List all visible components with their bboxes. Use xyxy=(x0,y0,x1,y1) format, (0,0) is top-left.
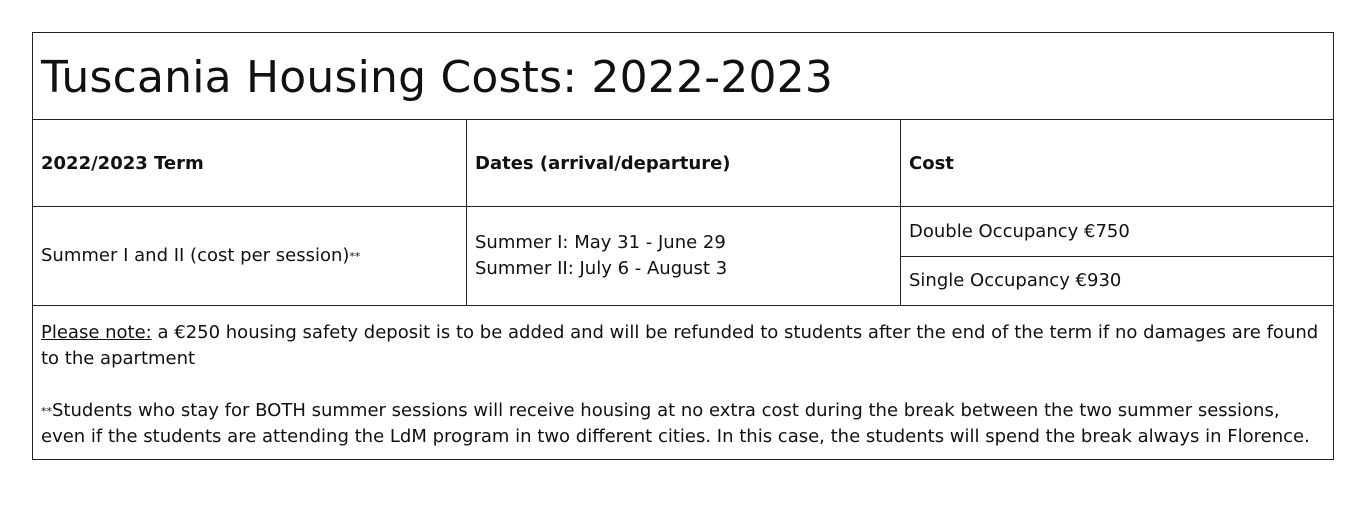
header-dates: Dates (arrival/departure) xyxy=(467,120,901,207)
header-term: 2022/2023 Term xyxy=(33,120,467,207)
footnote-marker: ** xyxy=(41,405,52,418)
title-cell xyxy=(33,33,1334,120)
header-cost: Cost xyxy=(901,120,1334,207)
note-text: a €250 housing safety deposit is to be added and will be refunded to students after the end of the term if no damages are found to the apartment xyxy=(41,322,1319,369)
note-label: Please note: xyxy=(41,322,152,343)
footnote xyxy=(41,398,1325,450)
header-row xyxy=(33,120,1334,207)
cost-single-cell xyxy=(901,257,1334,306)
deposit-note xyxy=(41,320,1325,372)
cost-double-cell xyxy=(901,207,1334,257)
dates-cell xyxy=(467,207,901,306)
term-cell xyxy=(33,207,467,306)
cost-double: Double Occupancy €750 xyxy=(909,220,1130,242)
footnote-text: Students who stay for BOTH summer sessions will receive housing at no extra cost during the break between the two summer sessions, even if the students are attending the LdM program in two different cities. In this case, the students will spend the break always in Florence. xyxy=(41,400,1310,447)
housing-costs-table xyxy=(32,32,1334,460)
dates-summer-one: Summer I: May 31 - June 29 xyxy=(475,232,726,253)
cost-single: Single Occupancy €930 xyxy=(909,270,1122,291)
term-footnote-marker: ** xyxy=(349,250,361,263)
notes-spacer xyxy=(41,372,1325,398)
notes-cell xyxy=(33,306,1334,460)
page-title: Tuscania Housing Costs: 2022-2023 xyxy=(41,51,834,103)
table-row-summer xyxy=(33,207,1334,257)
notes-row xyxy=(33,306,1334,460)
dates-summer-two: Summer II: July 6 - August 3 xyxy=(475,258,728,279)
term-label: Summer I and II (cost per session) xyxy=(41,245,350,266)
title-row xyxy=(33,33,1334,120)
